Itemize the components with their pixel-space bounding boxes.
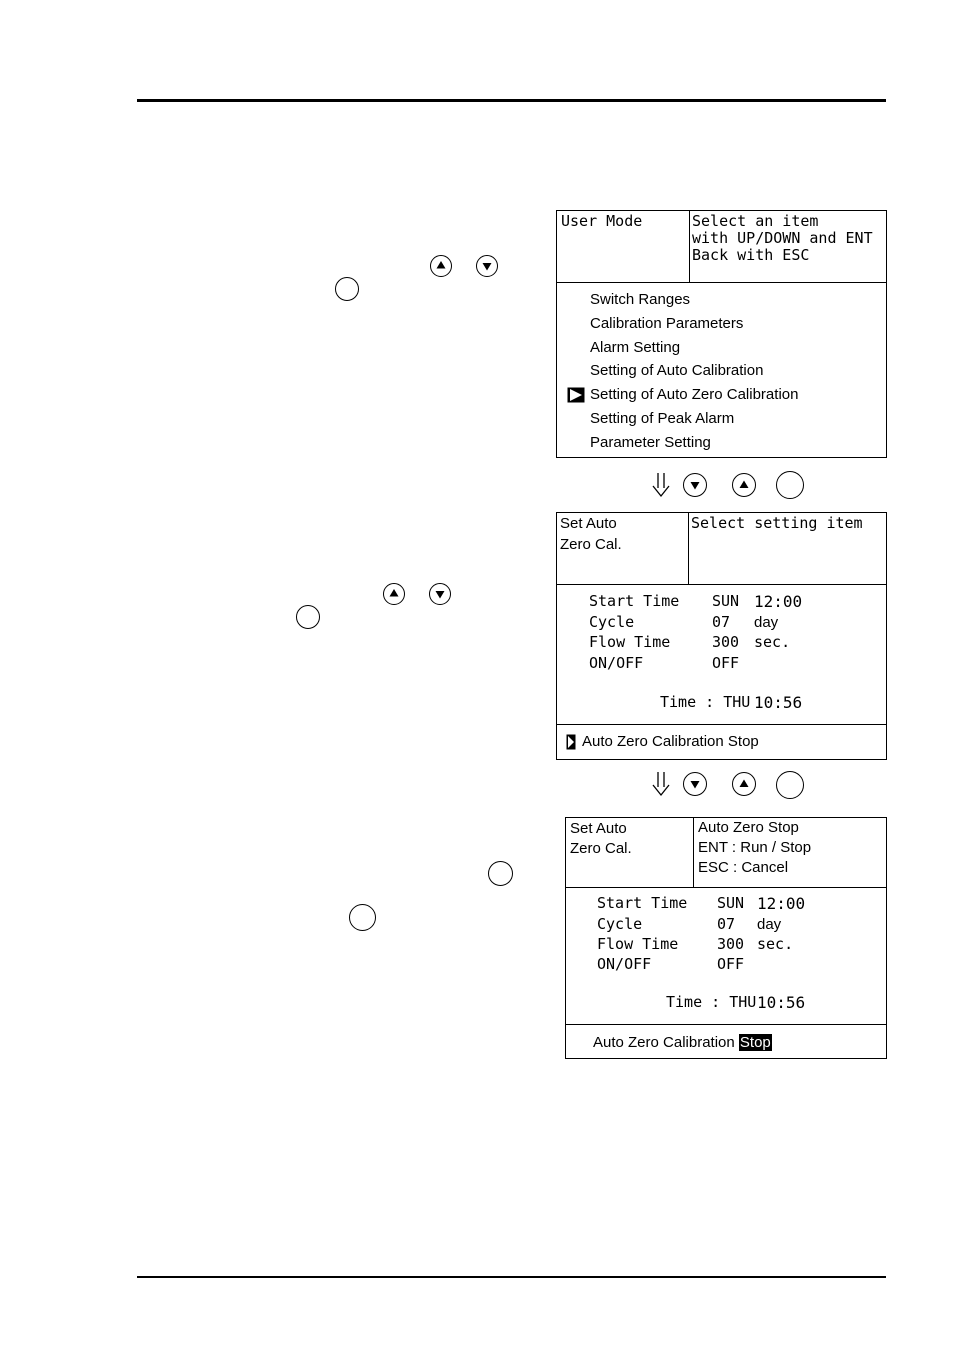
row-value: 300 (712, 633, 740, 651)
row-value: 07 (717, 915, 736, 933)
user-mode-screen (556, 210, 887, 458)
cursor-pointer-icon (567, 387, 585, 403)
time-label: Time : THU (660, 693, 751, 711)
down-key-icon (683, 473, 707, 497)
row-value: 300 (717, 935, 745, 953)
row-label[interactable]: Start Time (589, 592, 680, 610)
time-value: 10:56 (757, 993, 806, 1012)
row-value: OFF (717, 955, 745, 973)
row-unit: 12:00 (754, 592, 803, 611)
screen-title-line: Zero Cal. (570, 840, 632, 857)
row-unit: sec. (757, 935, 794, 953)
auto-zero-stop-screen (565, 817, 887, 1059)
row-label[interactable]: Cycle (589, 613, 635, 631)
ent-key-icon (776, 771, 804, 799)
footer-rule (137, 1276, 886, 1278)
menu-item-parameter-setting[interactable]: Parameter Setting (590, 434, 711, 451)
row-unit: day (757, 916, 782, 933)
row-unit: day (754, 614, 779, 631)
row-value: 07 (712, 613, 731, 631)
row-label[interactable]: ON/OFF (597, 955, 652, 973)
screen-title-line: Set Auto (570, 820, 627, 837)
screen-title-line: Set Auto (560, 515, 617, 532)
row-label[interactable]: Flow Time (597, 935, 679, 953)
row-unit: 12:00 (757, 894, 806, 913)
ent-key-icon (776, 471, 804, 499)
row-value: OFF (712, 654, 740, 672)
row-label[interactable]: Start Time (597, 894, 688, 912)
set-auto-zero-screen (556, 512, 887, 760)
help-line: with UP/DOWN and ENT (692, 229, 873, 247)
help-line: Select an item (692, 212, 819, 230)
menu-item-peak-alarm[interactable]: Setting of Peak Alarm (590, 410, 735, 427)
menu-item-calibration-parameters[interactable]: Calibration Parameters (590, 315, 744, 332)
menu-item-switch-ranges[interactable]: Switch Ranges (590, 291, 691, 308)
ent-key-icon (335, 277, 359, 301)
down-key-icon (476, 255, 498, 277)
ent-key-icon (488, 861, 513, 886)
up-key-icon (383, 583, 405, 605)
menu-item-auto-calibration[interactable]: Setting of Auto Calibration (590, 362, 764, 379)
status-line (593, 1035, 772, 1050)
ent-key-icon (296, 605, 320, 629)
row-value: SUN (717, 894, 745, 912)
help-line: Auto Zero Stop (698, 819, 799, 836)
double-down-arrow-icon (651, 771, 671, 797)
time-label: Time : THU (666, 993, 757, 1011)
status-highlight[interactable]: Stop (739, 1034, 771, 1051)
help-text: Select setting item (691, 514, 863, 532)
header-rule (137, 99, 886, 102)
row-label[interactable]: Flow Time (589, 633, 671, 651)
screen-title: User Mode (561, 212, 643, 230)
time-value: 10:56 (754, 693, 803, 712)
esc-key-icon (349, 904, 376, 931)
row-label[interactable]: ON/OFF (589, 654, 644, 672)
double-down-arrow-icon (651, 472, 671, 498)
help-line: ENT : Run / Stop (698, 839, 812, 856)
menu-item-auto-zero-calibration[interactable]: Setting of Auto Zero Calibration (590, 386, 799, 403)
row-value: SUN (712, 592, 740, 610)
help-line: Back with ESC (692, 246, 810, 264)
cursor-pointer-icon (566, 734, 576, 750)
up-key-icon (732, 473, 756, 497)
down-key-icon (683, 772, 707, 796)
menu-item-alarm-setting[interactable]: Alarm Setting (590, 339, 681, 356)
help-line: ESC : Cancel (698, 859, 789, 876)
status-line[interactable]: Auto Zero Calibration Stop (582, 733, 759, 750)
screen-title-line: Zero Cal. (560, 536, 622, 553)
row-label[interactable]: Cycle (597, 915, 643, 933)
row-unit: sec. (754, 633, 791, 651)
status-prefix: Auto Zero Calibration (593, 1034, 735, 1051)
up-key-icon (732, 772, 756, 796)
down-key-icon (429, 583, 451, 605)
up-key-icon (430, 255, 452, 277)
